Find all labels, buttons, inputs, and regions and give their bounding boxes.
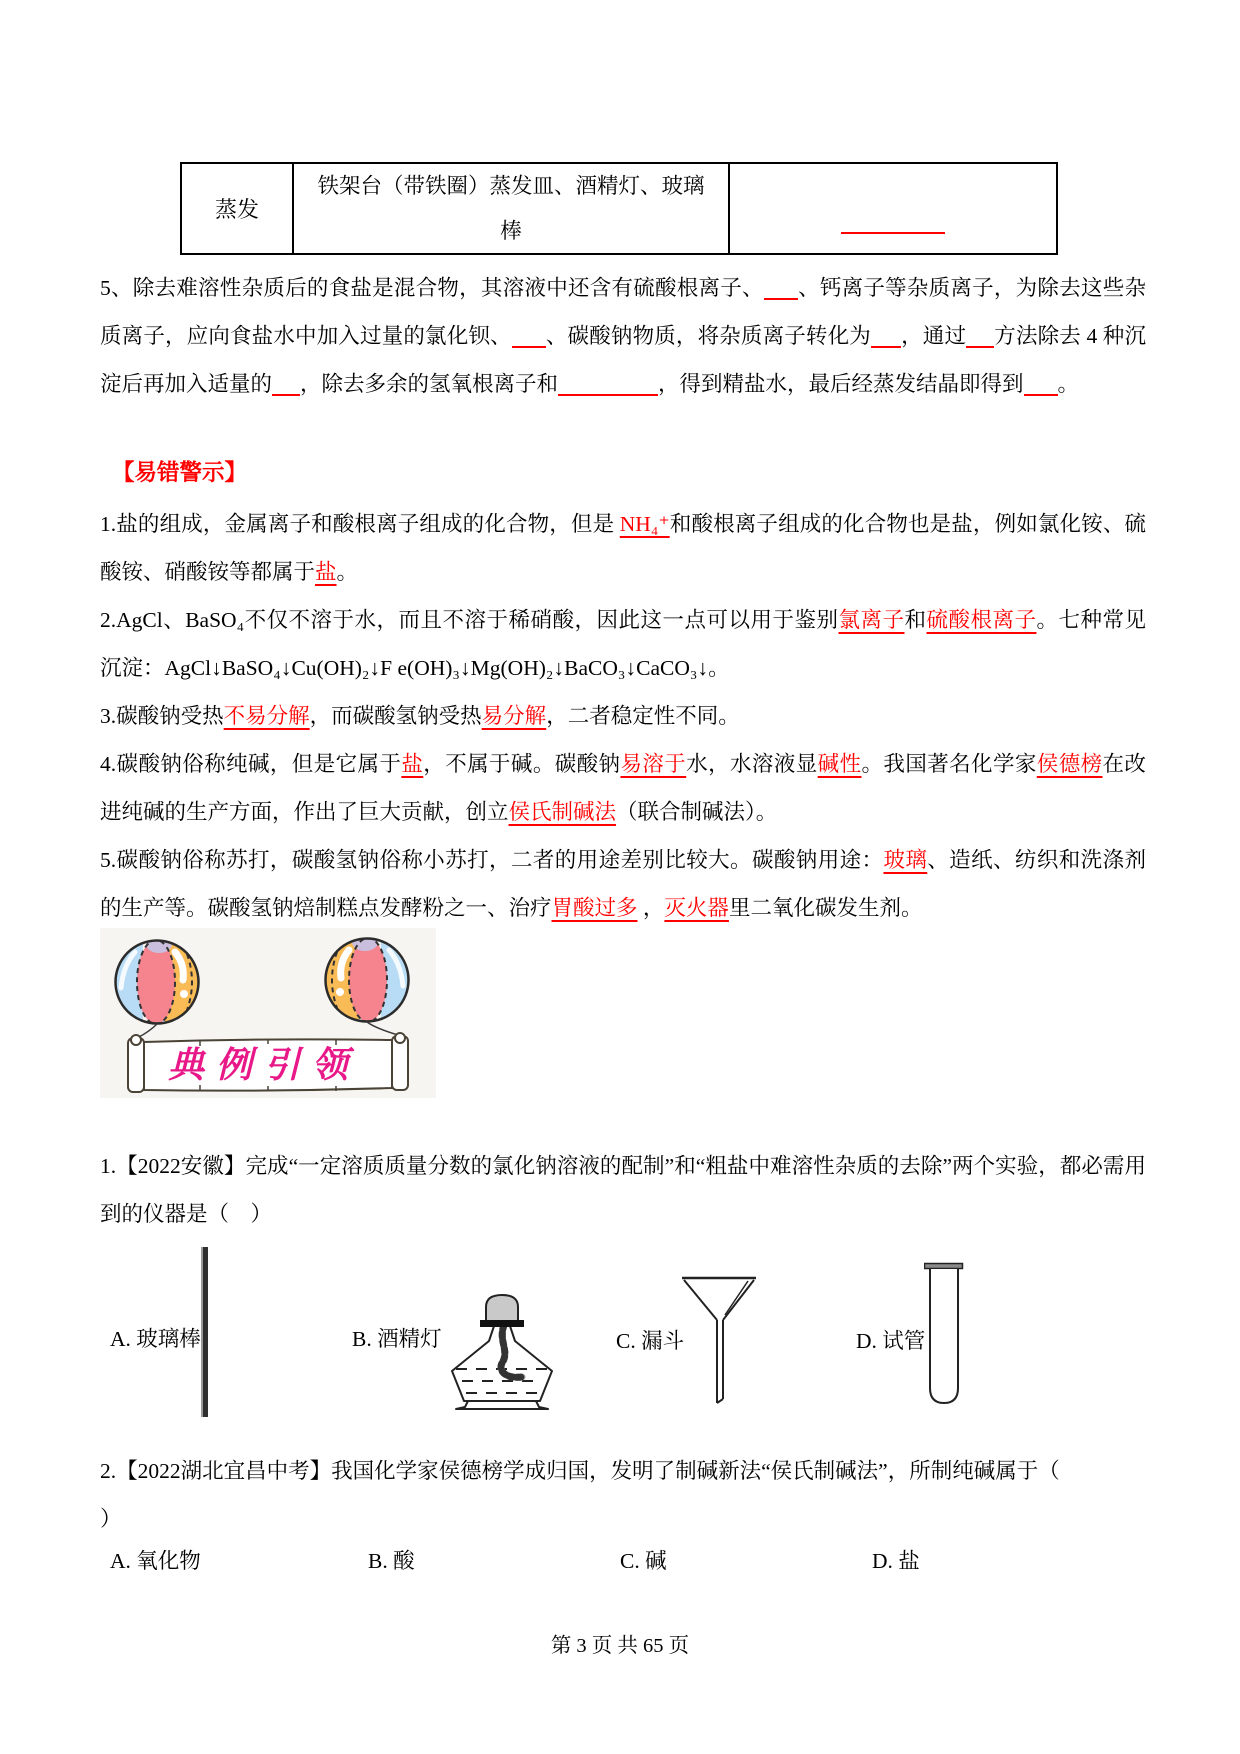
fill-in-blank-line bbox=[966, 324, 994, 348]
highlighted-answer-text: 侯德榜 bbox=[1036, 752, 1103, 776]
question-1-stem: 1.【2022安徽】完成“一定溶质质量分数的氯化钠溶液的配制”和“粗盐中难溶性杂质的去除”两个实验，都必需用到的仪器是（ ） bbox=[100, 1154, 1146, 1226]
highlighted-answer-text: 灭火器 bbox=[664, 896, 729, 920]
q1-option-d-label: D. 试管 bbox=[856, 1329, 926, 1353]
text-segment: 。七种常见沉淀：AgCl↓BaSO₄↓Cu(OH)₂↓F e(OH)₃↓Mg(OH)₂↓BaCO₃↓CaCO₃↓。 bbox=[100, 608, 1146, 680]
text-segment: ，得到精盐水，最后经蒸发结晶即得到 bbox=[658, 372, 1024, 396]
fill-in-blank-line bbox=[1024, 372, 1058, 396]
highlighted-answer-text: 玻璃 bbox=[883, 848, 928, 872]
table-cell-answer bbox=[730, 164, 1056, 253]
balloon-string bbox=[367, 1022, 398, 1035]
banner-illustration bbox=[100, 928, 436, 1098]
warning-heading: 【易错警示】 bbox=[112, 460, 248, 485]
highlighted-answer-text: 盐 bbox=[315, 560, 337, 584]
highlighted-answer-text: 氯离子 bbox=[838, 608, 905, 632]
note-item bbox=[100, 836, 1146, 932]
table-cell-method: 蒸发 bbox=[182, 164, 294, 253]
fill-in-blank-line bbox=[272, 372, 300, 396]
q2-option-d: D. 盐 bbox=[872, 1549, 920, 1573]
text-segment: 、造纸、纺织和洗涤剂的生产等。碳酸氢钠焙制糕点发酵粉之一、治疗 bbox=[100, 848, 1146, 920]
text-segment: 3.碳酸钠受热 bbox=[100, 704, 224, 728]
table-cell-equipment: 铁架台（带铁圈）蒸发皿、酒精灯、玻璃棒 bbox=[294, 164, 730, 253]
text-segment: 和酸根离子组成的化合物也是盐，例如氯化铵、硫酸铵、硝酸铵等都属于 bbox=[100, 512, 1146, 584]
highlighted-answer-text: 侯氏制碱法 bbox=[508, 800, 617, 824]
q2-option-b: B. 酸 bbox=[368, 1549, 415, 1573]
text-segment: ，二者稳定性不同。 bbox=[546, 704, 740, 728]
text-segment: 5.碳酸钠俗称苏打，碳酸氢钠俗称小苏打，二者的用途差别比较大。碳酸钠用途： bbox=[100, 848, 884, 872]
q2-option-c: C. 碱 bbox=[620, 1549, 667, 1573]
beach-ball-icon bbox=[323, 933, 409, 1022]
text-segment: ，而碳酸氢钠受热 bbox=[309, 704, 482, 728]
text-segment: 、钙离子等杂质离子，为除去这些杂质离子，应向食盐水中加入过量的氯化钡、 bbox=[100, 276, 1146, 348]
q1-option-c-label: C. 漏斗 bbox=[616, 1329, 685, 1353]
text-segment: ， bbox=[637, 896, 665, 920]
text-segment: 4.碳酸钠俗称纯碱，但是它属于 bbox=[100, 752, 402, 776]
text-segment: 。 bbox=[336, 560, 359, 584]
alcohol-lamp-image bbox=[441, 1291, 563, 1419]
text-segment: ，除去多余的氢氧根离子和 bbox=[300, 372, 559, 396]
text-segment: 水，水溶液显 bbox=[686, 752, 818, 776]
text-segment: 1.盐的组成，金属离子和酸根离子组成的化合物，但是 bbox=[100, 512, 620, 536]
highlighted-answer-text: 碱性 bbox=[817, 752, 862, 776]
text-segment: 和 bbox=[904, 608, 927, 632]
text-segment: 、碳酸钠物质，将杂质离子转化为 bbox=[545, 324, 871, 348]
highlighted-answer-text: NH₄⁺ bbox=[619, 512, 670, 536]
page-number-footer: 第 3 页 共 65 页 bbox=[550, 1635, 690, 1657]
highlighted-answer-text: 易溶于 bbox=[620, 752, 687, 776]
text-segment: 。我国著名化学家 bbox=[861, 752, 1037, 776]
answer-blank-line bbox=[841, 210, 945, 234]
question-2-stem-line1: 2.【2022湖北宜昌中考】我国化学家侯德榜学成归国，发明了制碱新法“侯氏制碱法”，所制纯碱属于（ bbox=[100, 1459, 1060, 1483]
text-segment: 方法除去 4 种沉淀后再加入适量的 bbox=[100, 324, 1146, 396]
fill-in-blank-line bbox=[558, 372, 658, 396]
q2-option-a: A. 氧化物 bbox=[110, 1549, 201, 1573]
note-item bbox=[100, 596, 1146, 692]
q1-option-a-label: A. 玻璃棒 bbox=[110, 1327, 201, 1351]
scroll-banner bbox=[128, 1033, 408, 1092]
text-segment: ，不属于碱。碳酸钠 bbox=[423, 752, 621, 776]
fill-in-blank-line bbox=[871, 324, 901, 348]
banner-title: 典例引领 bbox=[167, 1045, 361, 1085]
text-segment: 。 bbox=[1057, 372, 1080, 396]
banner-image bbox=[100, 928, 436, 1098]
highlighted-answer-text: 盐 bbox=[401, 752, 424, 776]
text-segment: （联合制碱法）。 bbox=[616, 800, 778, 824]
note-item bbox=[100, 500, 1146, 596]
beach-ball-icon bbox=[115, 935, 201, 1024]
note-item bbox=[100, 692, 1146, 740]
question-2-stem-line2: ） bbox=[100, 1507, 122, 1531]
fill-in-blank-line bbox=[764, 276, 798, 300]
funnel-image bbox=[680, 1273, 758, 1409]
highlighted-answer-text: 不易分解 bbox=[223, 704, 310, 728]
warning-notes-block bbox=[100, 500, 1146, 932]
q1-option-b-label: B. 酒精灯 bbox=[352, 1327, 442, 1351]
text-segment: 5、除去难溶性杂质后的食盐是混合物，其溶液中还含有硫酸根离子、 bbox=[100, 276, 764, 300]
balloon-string bbox=[139, 1024, 157, 1037]
highlighted-answer-text: 硫酸根离子 bbox=[926, 608, 1037, 632]
text-segment: ，通过 bbox=[900, 324, 967, 348]
highlighted-answer-text: 易分解 bbox=[481, 704, 547, 728]
note-item bbox=[100, 740, 1146, 836]
text-segment: 里二氧化碳发生剂。 bbox=[728, 896, 923, 920]
text-segment: 2.AgCl、BaSO₄不仅不溶于水，而且不溶于稀硝酸，因此这一点可以用于鉴别 bbox=[100, 608, 839, 632]
fill-in-paragraph-5 bbox=[100, 264, 1146, 408]
fill-in-blank-line bbox=[512, 324, 546, 348]
highlighted-answer-text: 胃酸过多 bbox=[551, 896, 638, 920]
glass-rod-image bbox=[201, 1247, 208, 1417]
text-segment: 在改进纯碱的生产方面，作出了巨大贡献，创立 bbox=[100, 752, 1146, 824]
equipment-table bbox=[180, 162, 1058, 255]
test-tube-image bbox=[924, 1262, 964, 1410]
